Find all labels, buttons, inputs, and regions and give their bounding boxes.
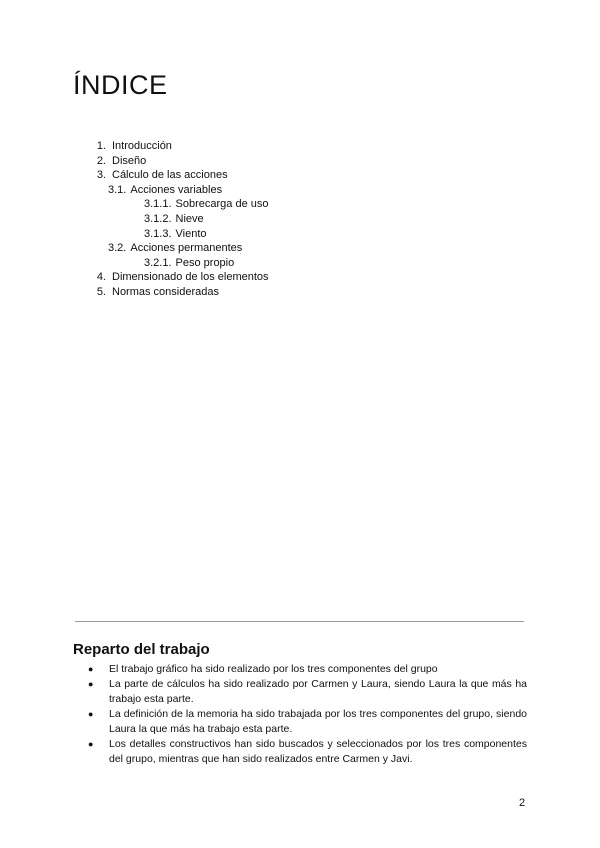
list-item-text: La definición de la memoria ha sido trabajada por los tres componentes del grupo, siendo Laura la que más ha trabajo esta parte.	[109, 708, 527, 735]
toc-item-number: 3.1.3.	[144, 227, 172, 240]
list-item-text: El trabajo gráfico ha sido realizado por los tres componentes del grupo	[109, 663, 438, 675]
list-item	[73, 707, 527, 737]
list-item	[73, 662, 527, 677]
toc-item-number: 4.	[96, 271, 106, 284]
horizontal-divider	[75, 621, 524, 622]
toc-item-number: 2.	[96, 154, 106, 167]
list-item	[73, 737, 527, 767]
toc-item-label: Acciones permanentes	[130, 242, 243, 255]
list-item-text: Los detalles constructivos han sido buscados y seleccionados por los tres componentes del grupo, mientras que han sido realizados entre Carmen y Javi.	[109, 738, 527, 765]
toc-item-number: 3.	[96, 169, 106, 182]
section-title: Reparto del trabajo	[73, 641, 210, 658]
toc-item-label: Normas consideradas	[112, 286, 219, 298]
toc-item-number: 3.1.1.	[144, 198, 172, 211]
toc-item-label: Cálculo de las acciones	[112, 169, 228, 182]
toc-item	[144, 256, 234, 270]
toc-item-label: Viento	[175, 227, 207, 240]
toc-item	[144, 197, 268, 211]
toc-item	[144, 227, 207, 241]
bullet-icon: ●	[88, 709, 94, 719]
bullet-list	[73, 662, 527, 767]
toc-item-label: Sobrecarga de uso	[175, 198, 269, 211]
bullet-icon: ●	[88, 664, 94, 674]
toc-item	[89, 285, 219, 299]
toc-item-number: 1.	[96, 140, 106, 152]
page-title: ÍNDICE	[73, 70, 168, 100]
bullet-icon: ●	[88, 679, 94, 689]
toc-item-label: Dimensionado de los elementos	[112, 271, 269, 284]
bullet-icon: ●	[88, 739, 94, 749]
toc-item-number: 3.2.	[108, 242, 127, 255]
toc-item-number: 3.1.2.	[144, 213, 172, 225]
toc-item-label: Acciones variables	[130, 183, 223, 196]
toc-item-number: 3.1.	[108, 183, 127, 196]
list-item	[73, 677, 527, 707]
toc-item	[89, 139, 172, 153]
toc-item-number: 5.	[96, 286, 106, 298]
toc-item	[144, 212, 204, 226]
toc-item	[89, 154, 146, 168]
toc-item	[89, 168, 228, 182]
toc-item-label: Diseño	[112, 154, 147, 167]
page-number: 2	[519, 797, 526, 809]
toc-item	[108, 241, 242, 255]
toc-item-number: 3.2.1.	[144, 256, 172, 269]
toc-item-label: Nieve	[175, 213, 204, 225]
toc-item	[89, 270, 269, 284]
toc-item	[108, 183, 222, 197]
list-item-text: La parte de cálculos ha sido realizado por Carmen y Laura, siendo Laura la que más ha trabajo esta parte.	[109, 678, 527, 705]
toc-item-label: Introducción	[112, 140, 172, 152]
toc-item-label: Peso propio	[175, 256, 235, 269]
